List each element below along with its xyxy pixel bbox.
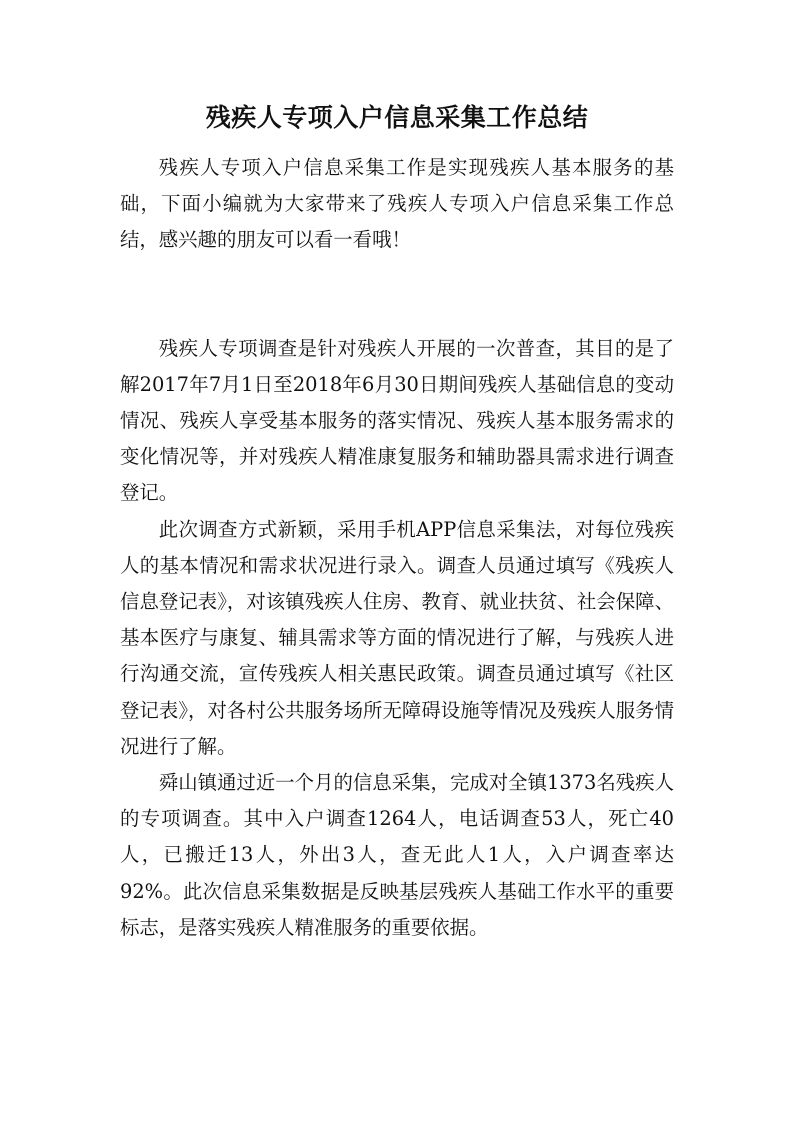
survey-method-paragraph: 此次调查方式新颖，采用手机APP信息采集法，对每位残疾人的基本情况和需求状况进行录入。调查人员通过填写《残疾人信息登记表》，对该镇残疾人住房、教育、就业扶贫、社会保障、基本医疗与康复、辅具需求等方面的情况进行了解，与残疾人进行沟通交流，宣传残疾人相关惠民政策。调查员通过填写《社区登记表》，对各村公共服务场所无障碍设施等情况及残疾人服务情况进行了解。: [120, 517, 674, 758]
survey-results-paragraph: 舜山镇通过近一个月的信息采集，完成对全镇1373名残疾人的专项调查。其中入户调查1264人，电话调查53人，死亡40人，已搬迁13人，外出3人，查无此人1人，入户调查率达92%。此次信息采集数据是反映基层残疾人基础工作水平的重要标志，是落实残疾人精准服务的重要依据。: [120, 771, 674, 939]
survey-purpose-paragraph: 残疾人专项调查是针对残疾人开展的一次普查，其目的是了解2017年7月1日至2018年6月30日期间残疾人基础信息的变动情况、残疾人享受基本服务的落实情况、残疾人基本服务需求的变化情况等，并对残疾人精准康复服务和辅助器具需求进行调查登记。: [120, 336, 674, 505]
intro-paragraph: 残疾人专项入户信息采集工作是实现残疾人基本服务的基础，下面小编就为大家带来了残疾人专项入户信息采集工作总结，感兴趣的朋友可以看一看哦！: [120, 156, 674, 252]
document-body: [120, 150, 674, 946]
document-title: 残疾人专项入户信息采集工作总结: [205, 103, 589, 132]
